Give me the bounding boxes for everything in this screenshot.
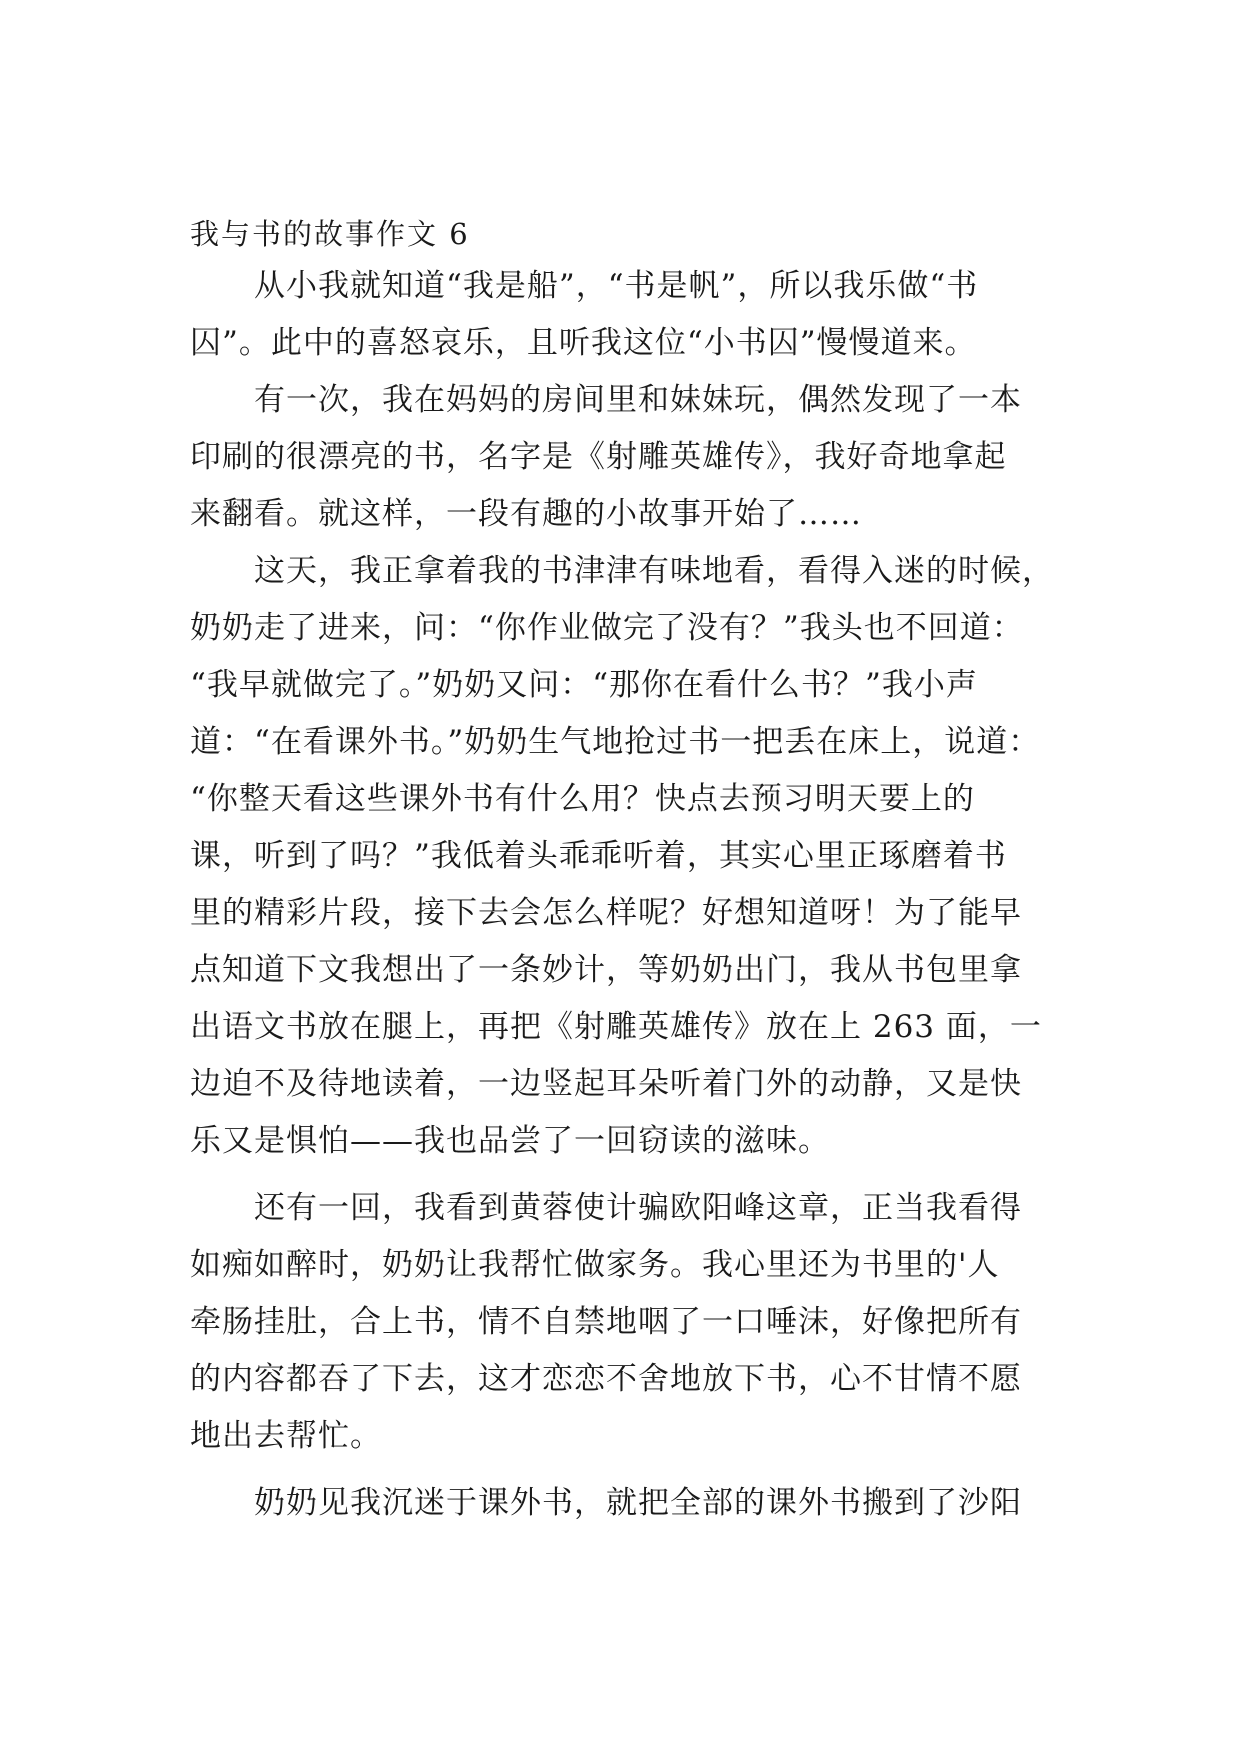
text-line: 里的精彩片段，接下去会怎么样呢？好想知道呀！为了能早 [190, 895, 1022, 931]
text-line: “你整天看这些课外书有什么用？快点去预习明天要上的 [190, 781, 975, 817]
text-line: 如痴如醉时，奶奶让我帮忙做家务。我心里还为书里的'人 [190, 1247, 1000, 1283]
text-line: 奶奶走了进来，问：“你作业做完了没有？”我头也不回道： [190, 610, 1024, 646]
text-line: 还有一回，我看到黄蓉使计骗欧阳峰这章，正当我看得 [190, 1190, 1022, 1226]
text-line: 印刷的很漂亮的书，名字是《射雕英雄传》，我好奇地拿起 [190, 439, 1007, 475]
document-title: 我与书的故事作文 6 [190, 217, 470, 251]
text-line: 从小我就知道“我是船”，“书是帆”，所以我乐做“书 [190, 268, 979, 304]
text-line: 这天，我正拿着我的书津津有味地看，看得入迷的时候， [190, 553, 1054, 589]
text-line: 道：“在看课外书。”奶奶生气地抢过书一把丢在床上，说道： [190, 724, 1041, 760]
text-line: 囚”。此中的喜怒哀乐，且听我这位“小书囚”慢慢道来。 [190, 325, 977, 361]
text-line: “我早就做完了。”奶奶又问：“那你在看什么书？”我小声 [190, 667, 978, 703]
text-line: 出语文书放在腿上，再把《射雕英雄传》放在上 263 面，一 [190, 1009, 1042, 1045]
text-line: 来翻看。就这样，一段有趣的小故事开始了…… [190, 496, 862, 532]
text-line: 牵肠挂肚，合上书，情不自禁地咽了一口唾沫，好像把所有 [190, 1304, 1022, 1340]
text-line: 的内容都吞了下去，这才恋恋不舍地放下书，心不甘情不愿 [190, 1361, 1022, 1397]
text-line: 课，听到了吗？”我低着头乖乖听着，其实心里正琢磨着书 [190, 838, 1007, 874]
text-line: 边迫不及待地读着，一边竖起耳朵听着门外的动静，又是快 [190, 1066, 1022, 1102]
text-line: 乐又是惧怕——我也品尝了一回窃读的滋味。 [190, 1123, 830, 1159]
text-line: 有一次，我在妈妈的房间里和妹妹玩，偶然发现了一本 [190, 382, 1022, 418]
text-line: 点知道下文我想出了一条妙计，等奶奶出门，我从书包里拿 [190, 952, 1022, 988]
text-line: 奶奶见我沉迷于课外书，就把全部的课外书搬到了沙阳 [190, 1485, 1022, 1521]
text-line: 地出去帮忙。 [190, 1418, 382, 1454]
